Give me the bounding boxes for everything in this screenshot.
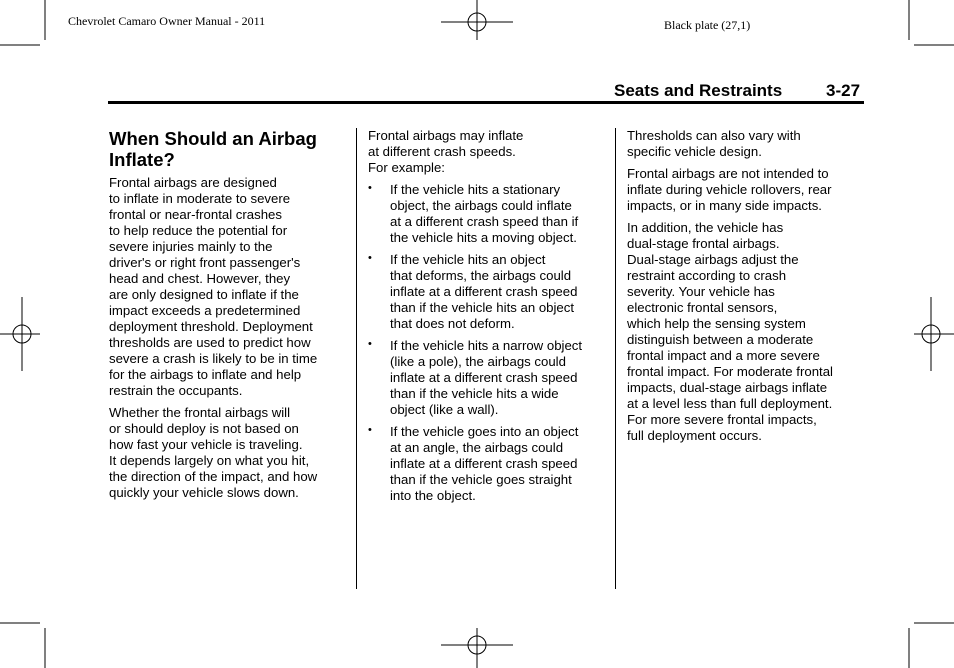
registration-mark-icon	[441, 628, 513, 668]
paragraph: Thresholds can also vary with specific vehicle design.	[627, 128, 801, 159]
list-item	[368, 182, 610, 246]
section-title: Seats and Restraints	[614, 81, 783, 100]
plate-label: Black plate (27,1)	[664, 18, 751, 32]
list-item-text: If the vehicle hits a stationary object, the airbags could inflate at a different crash speed than if the vehicle hits a moving object.	[390, 182, 579, 245]
registration-mark-icon	[0, 297, 40, 371]
registration-mark-icon	[441, 0, 513, 40]
bullet-list	[368, 182, 610, 504]
column-2	[368, 128, 610, 510]
section-heading: When Should an Airbag Inflate?	[109, 128, 317, 170]
paragraph: Frontal airbags are designed to inflate in moderate to severe frontal or near-frontal crashes to help reduce the potential for severe injuries mainly to the driver's or right front passenger's head and chest. However, they are only designed to inflate if the impact exceeds a predetermined deployment threshold. Deployment thresholds are used to predict how severe a crash is likely to be in time for the airbags to inflate and help restrain the occupants.	[109, 175, 318, 398]
paragraph: Whether the frontal airbags will or should deploy is not based on how fast your vehicle is traveling. It depends largely on what you hit, the direction of the impact, and how quickly your vehicle slows down.	[109, 405, 318, 500]
registration-mark-icon	[914, 297, 954, 371]
column-3	[627, 128, 867, 450]
paragraph: Frontal airbags are not intended to inflate during vehicle rollovers, rear impacts, or in many side impacts.	[627, 166, 832, 213]
bullet-icon: •	[368, 424, 372, 436]
bullet-icon: •	[368, 252, 372, 264]
list-item-text: If the vehicle hits a narrow object (like a pole), the airbags could inflate at a different crash speed than if the vehicle hits a wide object (like a wall).	[390, 338, 583, 417]
header-rule	[108, 101, 864, 104]
column-divider	[615, 128, 616, 589]
bullet-icon: •	[368, 182, 372, 194]
bullet-icon: •	[368, 338, 372, 350]
column-1	[109, 128, 351, 507]
manual-title: Chevrolet Camaro Owner Manual - 2011	[68, 14, 266, 28]
list-item	[368, 338, 610, 418]
page-number: 3-27	[826, 81, 861, 100]
column-divider	[356, 128, 357, 589]
list-item	[368, 252, 610, 332]
paragraph: In addition, the vehicle has dual-stage frontal airbags. Dual-stage airbags adjust the restraint according to crash severity. Your vehicle has electronic frontal sensors, which help the sensing system distinguish between a moderate frontal impact and a more severe frontal impact. For moderate frontal impacts, dual-stage airbags inflate at a level less than full deployment. For more severe frontal impacts, full deployment occurs.	[627, 220, 833, 443]
list-item	[368, 424, 610, 504]
intro-paragraph: Frontal airbags may inflate at different crash speeds. For example:	[368, 128, 524, 175]
list-item-text: If the vehicle goes into an object at an angle, the airbags could inflate at a different crash speed than if the vehicle goes straight into the object.	[390, 424, 579, 503]
list-item-text: If the vehicle hits an object that deforms, the airbags could inflate at a different crash speed than if the vehicle hits an object that does not deform.	[390, 252, 578, 331]
